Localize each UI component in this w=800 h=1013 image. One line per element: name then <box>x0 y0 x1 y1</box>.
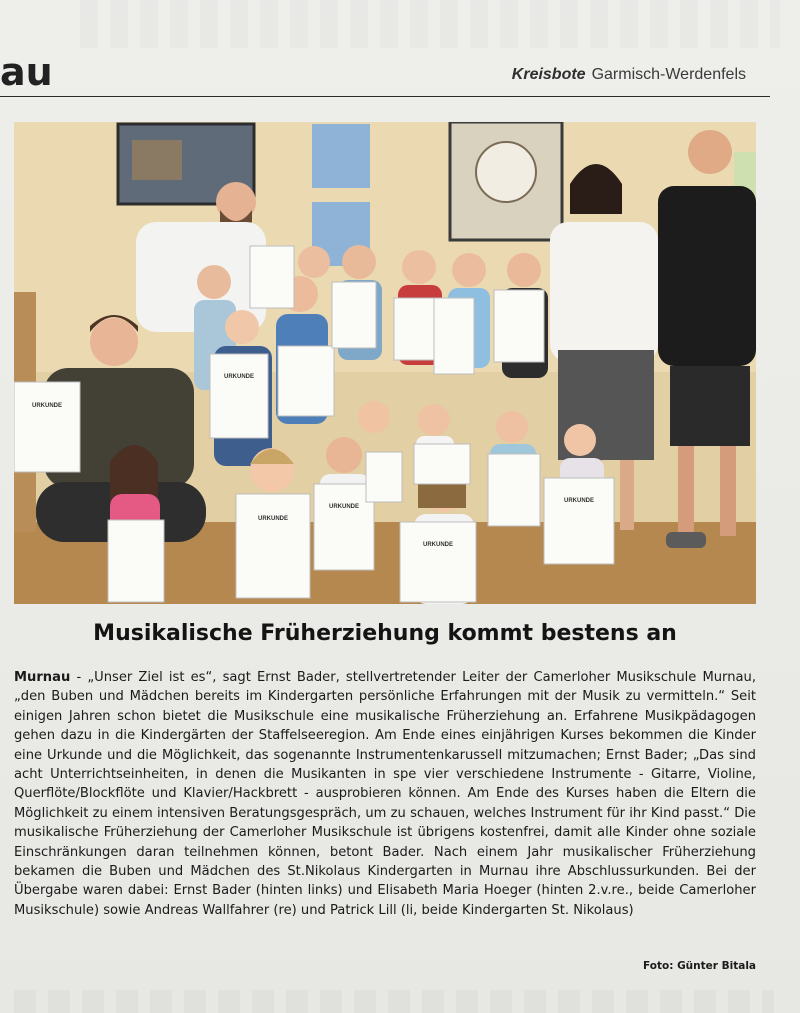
article-body <box>14 668 756 920</box>
page-header <box>0 50 770 97</box>
edition-name: Garmisch-Werdenfels <box>591 66 746 83</box>
bleed-through-text-bottom <box>14 990 774 1013</box>
newspaper-brand <box>512 65 746 85</box>
certificate-label: URKUNDE <box>32 403 62 409</box>
paper-name: Kreisbote <box>511 66 586 83</box>
article-headline: Musikalische Früherziehung kommt bestens an <box>93 621 677 646</box>
article-dateline: Murnau <box>14 670 71 685</box>
certificate-label: URKUNDE <box>329 504 359 510</box>
certificate-label: URKUNDE <box>224 374 254 380</box>
certificate-label: URKUNDE <box>564 498 594 504</box>
certificate-label: URKUNDE <box>423 542 453 548</box>
cut-off-section-title: au <box>0 50 53 94</box>
blue-poster <box>312 124 370 188</box>
photo-credit: Foto: Günter Bitala <box>643 960 756 972</box>
certificate-label: URKUNDE <box>258 516 288 522</box>
article-text: - „Unser Ziel ist es“, sagt Ernst Bader, stellvertretender Leiter der Camerloher Musikschule Murnau, „den Buben und Mädchen bereits im Kindergarten persönliche Erfahrungen mit der Musik zu vermitteln.“ Seit einigen Jahren schon bietet die Musikschule eine musikalische Früherziehung an. Erfahrene Musikpädagogen gehen dazu in die Kindergärten der Staffelseeregion. Am Ende eines einjährigen Kurses bekommen die Kinder eine Urkunde und die Möglichkeit, das sogenannte Instrumentenkarussell mitzumachen; Ernst Bader; „Das sind acht Unterrichtseinheiten, in denen die Musikanten in spe vier verschiedene Instrumente - Gitarre, Violine, Querflöte/Blockflöte und Klavier/Hackbrett - ausprobieren können. Am Ende des Kurses haben die Eltern die Möglichkeit zu einem intensiven Beratungsgespräch, um zu schauen, welches Instrument für ihr Kind passt.“ Die musikalische Früherziehung der Camerloher Musikschule ist übrigens kostenfrei, damit alle Kinder ohne soziale Einschränkungen daran teilnehmen können, betont Bader. Nach einem Jahr musikalischer Früherziehung bekamen die Buben und Mädchen des St.Nikolaus Kindergarten in Murnau ihre Abschlussurkunden. Bei der Übergabe waren dabei: Ernst Bader (hinten links) und Elisabeth Maria Hoeger (hinten 2.v.re., beide Camerloher Musikschule) sowie Andreas Wallfahrer (re) und Patrick Lill (li, beide Kindergarten St. Nikolaus) <box>14 670 756 918</box>
group-photo <box>14 122 756 604</box>
bleed-through-text <box>80 0 780 48</box>
classroom-photo-illustration <box>14 122 756 604</box>
